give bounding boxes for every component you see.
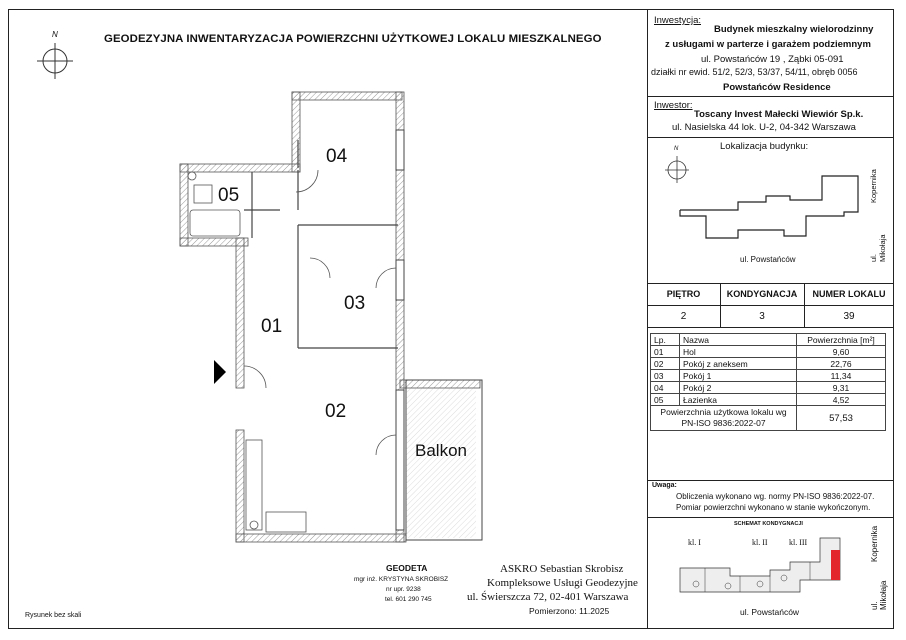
geodeta-name: mgr inż. KRYSTYNA SKROBISZ bbox=[354, 576, 449, 583]
balcony-label: Balkon bbox=[415, 441, 467, 460]
scheme-title: SCHEMAT KONDYGNACJI bbox=[734, 521, 803, 527]
location-street-side1: Kopernika bbox=[869, 169, 878, 203]
geodeta-title: GEODETA bbox=[386, 563, 428, 573]
location-north-label: N bbox=[674, 146, 679, 152]
summary-header-storey: KONDYGNACJA bbox=[726, 289, 798, 299]
table-row: 01 Hol 9,60 bbox=[651, 346, 886, 358]
summary-value-floor: 2 bbox=[680, 311, 687, 322]
investment-line2: z usługami w parterze i garażem podziemnym bbox=[665, 39, 871, 50]
room-label-03: 03 bbox=[344, 293, 366, 314]
rooms-table bbox=[650, 333, 886, 431]
total-area-value: 57,53 bbox=[797, 406, 886, 431]
scheme-street-side1: Kopernika bbox=[870, 525, 879, 562]
company-line1: ASKRO Sebastian Skrobisz bbox=[500, 563, 624, 575]
north-label: N bbox=[52, 30, 58, 39]
page-title: GEODEZYJNA INWENTARYZACJA POWIERZCHNI UŻYTKOWEJ LOKALU MIESZKALNEGO bbox=[104, 33, 602, 45]
room-label-05: 05 bbox=[218, 185, 240, 206]
total-area-label: Powierzchnia użytkowa lokalu wg PN-ISO 9836:2022-07 bbox=[651, 406, 797, 431]
location-label: Lokalizacja budynku: bbox=[720, 141, 809, 152]
scheme-kl3: kl. III bbox=[789, 538, 808, 547]
notes-line1: Obliczenia wykonano wg. normy PN-ISO 9836:2022-07. bbox=[676, 492, 875, 501]
table-row: 02 Pokój z aneksem 22,76 bbox=[651, 358, 886, 370]
location-street-bottom: ul. Powstańców bbox=[740, 255, 796, 264]
rooms-col-area: Powierzchnia [m²] bbox=[797, 334, 886, 346]
scheme-kl1: kl. I bbox=[688, 538, 701, 547]
location-street-side2: ul. Mikołaja bbox=[869, 234, 887, 262]
investment-label: Inwestycja: bbox=[654, 15, 701, 26]
scheme-street-side2: ul. Mikołaja bbox=[870, 580, 888, 610]
room-label-04: 04 bbox=[326, 146, 348, 167]
investment-address: ul. Powstańców 19 , Ząbki 05-091 bbox=[701, 54, 844, 65]
geodeta-phone: tel. 601 290 745 bbox=[385, 596, 432, 603]
table-row: 03 Pokój 1 11,34 bbox=[651, 370, 886, 382]
scheme-street-bottom: ul. Powstańców bbox=[740, 607, 800, 617]
summary-header-unit: NUMER LOKALU bbox=[812, 289, 886, 299]
investor-address: ul. Nasielska 44 lok. U-2, 04-342 Warszawa bbox=[672, 122, 856, 133]
investment-line1: Budynek mieszkalny wielorodzinny bbox=[714, 24, 874, 35]
table-row: 05 Łazienka 4,52 bbox=[651, 394, 886, 406]
rooms-col-name: Nazwa bbox=[680, 334, 797, 346]
notes-line2: Pomiar powierzchni wykonano w stanie wykończonym. bbox=[676, 503, 871, 512]
scheme-kl2: kl. II bbox=[752, 538, 768, 547]
no-scale-note: Rysunek bez skali bbox=[25, 612, 82, 619]
company-line2: Kompleksowe Usługi Geodezyjne bbox=[487, 577, 638, 589]
company-line3: ul. Świerszcza 72, 02-401 Warszawa bbox=[467, 591, 629, 603]
notes-title: Uwaga: bbox=[652, 482, 677, 489]
building-outline bbox=[672, 168, 862, 253]
summary-value-storey: 3 bbox=[759, 311, 765, 322]
table-row: 04 Pokój 2 9,31 bbox=[651, 382, 886, 394]
room-label-02: 02 bbox=[325, 401, 347, 422]
room-label-01: 01 bbox=[261, 316, 283, 337]
rooms-col-lp: Lp. bbox=[651, 334, 680, 346]
geodeta-license: nr upr. 9238 bbox=[386, 586, 421, 593]
summary-header-floor: PIĘTRO bbox=[666, 289, 701, 299]
investor-name: Toscany Invest Małecki Wiewiór Sp.k. bbox=[694, 109, 864, 120]
investment-name: Powstańców Residence bbox=[723, 82, 831, 93]
investment-plots: działki nr ewid. 51/2, 52/3, 53/37, 54/11, obręb 0056 bbox=[651, 67, 858, 77]
company-measured: Pomierzono: 11.2025 bbox=[529, 606, 610, 616]
summary-value-unit: 39 bbox=[843, 311, 855, 322]
investor-label: Inwestor: bbox=[654, 100, 693, 111]
